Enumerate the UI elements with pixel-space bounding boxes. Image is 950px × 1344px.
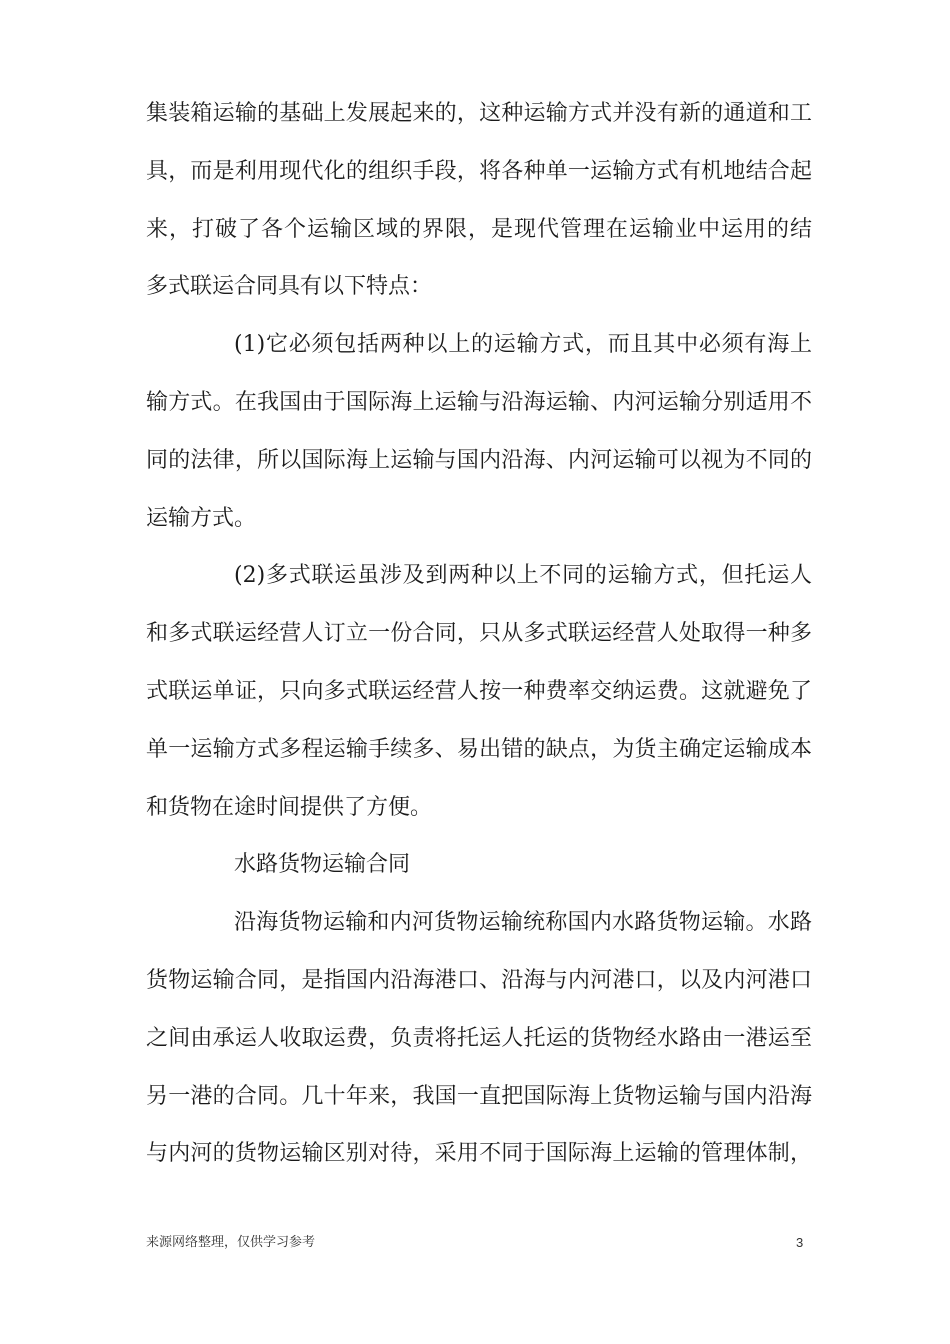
text-line: 集装箱运输的基础上发展起来的，这种运输方式并没有新的通道和工 xyxy=(146,101,812,126)
text-line: 多式联运合同具有以下特点： xyxy=(146,274,433,300)
text-line: 另一港的合同。几十年来，我国一直把国际海上货物运输与国内沿海 xyxy=(146,1083,812,1109)
text-line: 和多式联运经营人订立一份合同，只从多式联运经营人处取得一种多 xyxy=(146,621,812,647)
text-line: (1)它必须包括两种以上的运输方式，而且其中必须有海上 xyxy=(234,332,812,358)
text-line: 之间由承运人收取运费，负责将托运人托运的货物经水路由一港运至 xyxy=(146,1025,812,1051)
text-line: 运输方式。 xyxy=(146,505,257,531)
footer-source-note: 来源网络整理，仅供学习参考 xyxy=(146,1235,316,1250)
page-number: 3 xyxy=(796,1235,804,1250)
text-line: 具，而是利用现代化的组织手段，将各种单一运输方式有机地结合起 xyxy=(146,158,812,184)
text-line: 与内河的货物运输区别对待，采用不同于国际海上运输的管理体制， xyxy=(146,1141,812,1167)
text-line: 来，打破了各个运输区域的界限，是现代管理在运输业中运用的结 xyxy=(146,216,812,242)
text-line: 单一运输方式多程运输手续多、易出错的缺点，为货主确定运输成本 xyxy=(146,736,812,762)
text-line: 和货物在途时间提供了方便。 xyxy=(146,794,433,820)
text-line: 沿海货物运输和内河货物运输统称国内水路货物运输。水路 xyxy=(234,910,812,936)
text-line: (2)多式联运虽涉及到两种以上不同的运输方式，但托运人 xyxy=(234,563,812,589)
text-line: 货物运输合同，是指国内沿海港口、沿海与内河港口，以及内河港口 xyxy=(146,967,812,993)
text-line: 输方式。在我国由于国际海上运输与沿海运输、内河运输分别适用不 xyxy=(146,389,812,415)
section-heading: 水路货物运输合同 xyxy=(234,852,411,878)
text-line: 同的法律，所以国际海上运输与国内沿海、内河运输可以视为不同的 xyxy=(146,447,812,473)
document-body xyxy=(146,85,812,1183)
text-line: 式联运单证，只向多式联运经营人按一种费率交纳运费。这就避免了 xyxy=(146,678,812,704)
